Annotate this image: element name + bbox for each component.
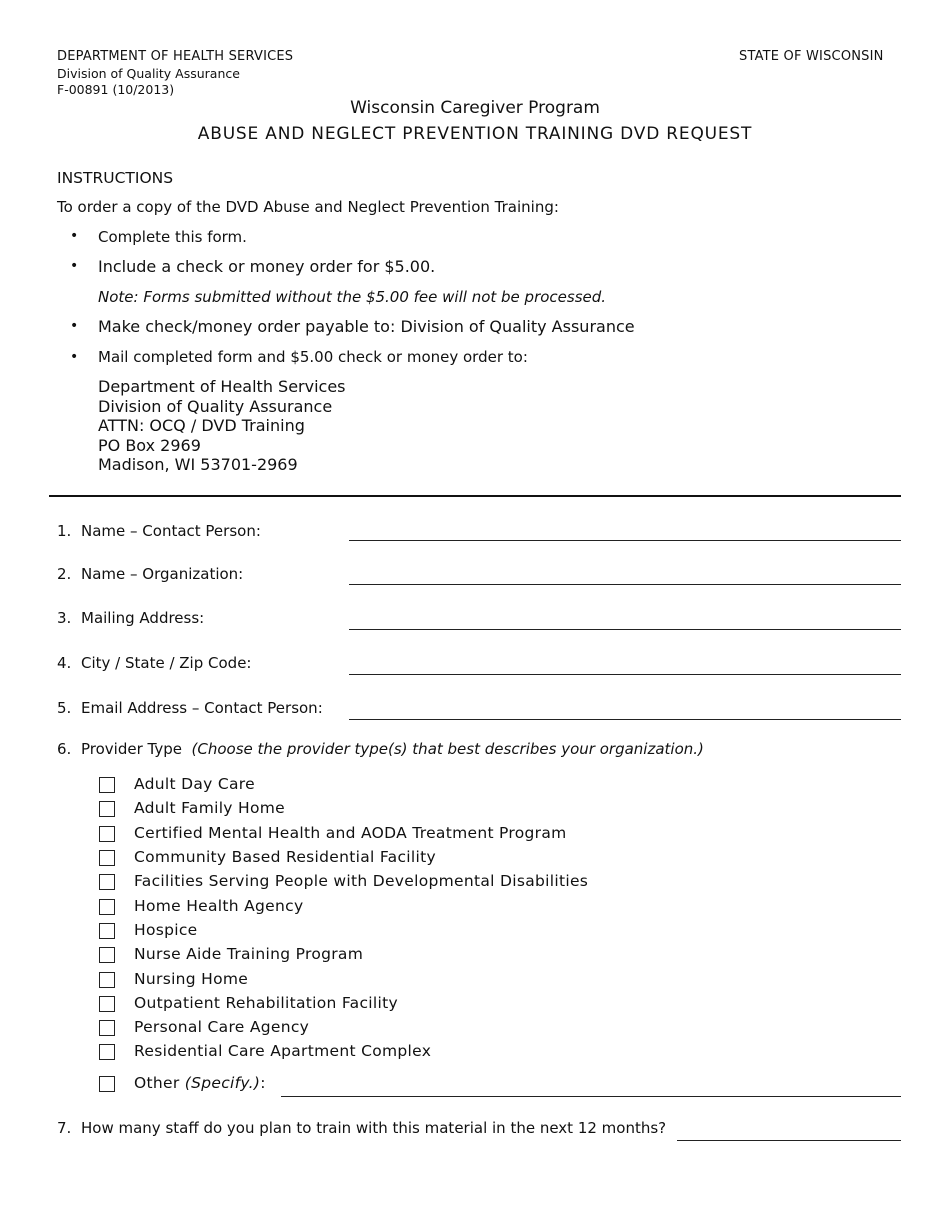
checkbox-rcac[interactable] [99, 1044, 115, 1060]
instruction-payment: Include a check or money order for $5.00. [98, 257, 436, 276]
instruction-note: Note: Forms submitted without the $5.00 fee will not be processed. [98, 288, 607, 306]
bullet-dot: • [70, 228, 79, 244]
option-label: Adult Family Home [134, 799, 285, 817]
option-label: Personal Care Agency [134, 1018, 310, 1036]
provider-type-title: Provider Type [81, 740, 182, 758]
field-number: 5. [57, 699, 72, 717]
form-title: ABUSE AND NEGLECT PREVENTION TRAINING DVD REQUEST [197, 124, 753, 144]
mailing-address-label: Mailing Address: [81, 609, 205, 627]
other-hint: (Specify.) [184, 1074, 261, 1092]
contact-name-input[interactable] [349, 540, 901, 541]
bullet-dot: • [70, 349, 79, 365]
email-address-label: Email Address – Contact Person: [81, 699, 323, 717]
field-number: 2. [57, 565, 72, 583]
instructions-heading: INSTRUCTIONS [57, 169, 174, 187]
program-title: Wisconsin Caregiver Program [350, 98, 600, 118]
email-address-input[interactable] [349, 719, 901, 720]
address-line: Madison, WI 53701-2969 [98, 455, 298, 475]
other-colon: : [260, 1074, 266, 1092]
mailing-address-input[interactable] [349, 629, 901, 630]
option-label: Facilities Serving People with Developmental Disabilities [134, 872, 589, 890]
option-label: Hospice [134, 921, 198, 939]
field-number: 3. [57, 609, 72, 627]
mailing-address-block [98, 377, 346, 475]
state-name: STATE OF WISCONSIN [739, 49, 884, 64]
contact-name-label: Name – Contact Person: [81, 522, 261, 540]
checkbox-adult-family-home[interactable] [99, 801, 115, 817]
instruction-mail: Mail completed form and $5.00 check or money order to: [98, 348, 528, 366]
option-label: Nursing Home [134, 970, 249, 988]
field-number: 4. [57, 654, 72, 672]
checkbox-personal-care-agency[interactable] [99, 1020, 115, 1036]
address-line: ATTN: OCQ / DVD Training [98, 416, 305, 436]
option-label: Nurse Aide Training Program [134, 945, 364, 963]
other-text: Other [134, 1074, 180, 1092]
organization-name-input[interactable] [349, 584, 901, 585]
checkbox-adult-day-care[interactable] [99, 777, 115, 793]
checkbox-outpatient-rehab[interactable] [99, 996, 115, 1012]
option-label: Community Based Residential Facility [134, 848, 436, 866]
checkbox-nurse-aide-training[interactable] [99, 947, 115, 963]
bullet-dot: • [70, 258, 79, 274]
section-divider [49, 495, 901, 497]
checkbox-hospice[interactable] [99, 923, 115, 939]
provider-type-hint: (Choose the provider type(s) that best describes your organization.) [191, 740, 704, 758]
option-label: Home Health Agency [134, 897, 304, 915]
organization-name-label: Name – Organization: [81, 565, 244, 583]
option-label: Residential Care Apartment Complex [134, 1042, 432, 1060]
checkbox-home-health-agency[interactable] [99, 899, 115, 915]
provider-type-label [81, 740, 704, 758]
address-line: PO Box 2969 [98, 435, 201, 455]
field-number: 6. [57, 740, 72, 758]
option-label: Adult Day Care [134, 775, 255, 793]
instruction-complete: Complete this form. [98, 228, 247, 246]
other-label [134, 1074, 266, 1092]
option-label: Certified Mental Health and AODA Treatment Program [134, 824, 567, 842]
bullet-dot: • [70, 318, 79, 334]
form-number: F-00891 (10/2013) [57, 82, 175, 97]
instruction-payable: Make check/money order payable to: Division of Quality Assurance [98, 317, 635, 336]
city-state-zip-label: City / State / Zip Code: [81, 654, 252, 672]
staff-count-input[interactable] [677, 1140, 901, 1141]
checkbox-nursing-home[interactable] [99, 972, 115, 988]
instructions-intro: To order a copy of the DVD Abuse and Neglect Prevention Training: [57, 198, 559, 216]
department-name: DEPARTMENT OF HEALTH SERVICES [57, 49, 294, 64]
field-number: 1. [57, 522, 72, 540]
field-number: 7. [57, 1119, 72, 1137]
division-name: Division of Quality Assurance [57, 66, 240, 81]
option-label: Outpatient Rehabilitation Facility [134, 994, 398, 1012]
address-line: Division of Quality Assurance [98, 396, 333, 416]
other-specify-input[interactable] [281, 1096, 901, 1097]
checkbox-other[interactable] [99, 1076, 115, 1092]
checkbox-developmental-disabilities[interactable] [99, 874, 115, 890]
checkbox-cbrf[interactable] [99, 850, 115, 866]
checkbox-mental-health-aoda[interactable] [99, 826, 115, 842]
city-state-zip-input[interactable] [349, 674, 901, 675]
address-line: Department of Health Services [98, 377, 346, 396]
staff-count-label: How many staff do you plan to train with this material in the next 12 months? [81, 1119, 667, 1137]
